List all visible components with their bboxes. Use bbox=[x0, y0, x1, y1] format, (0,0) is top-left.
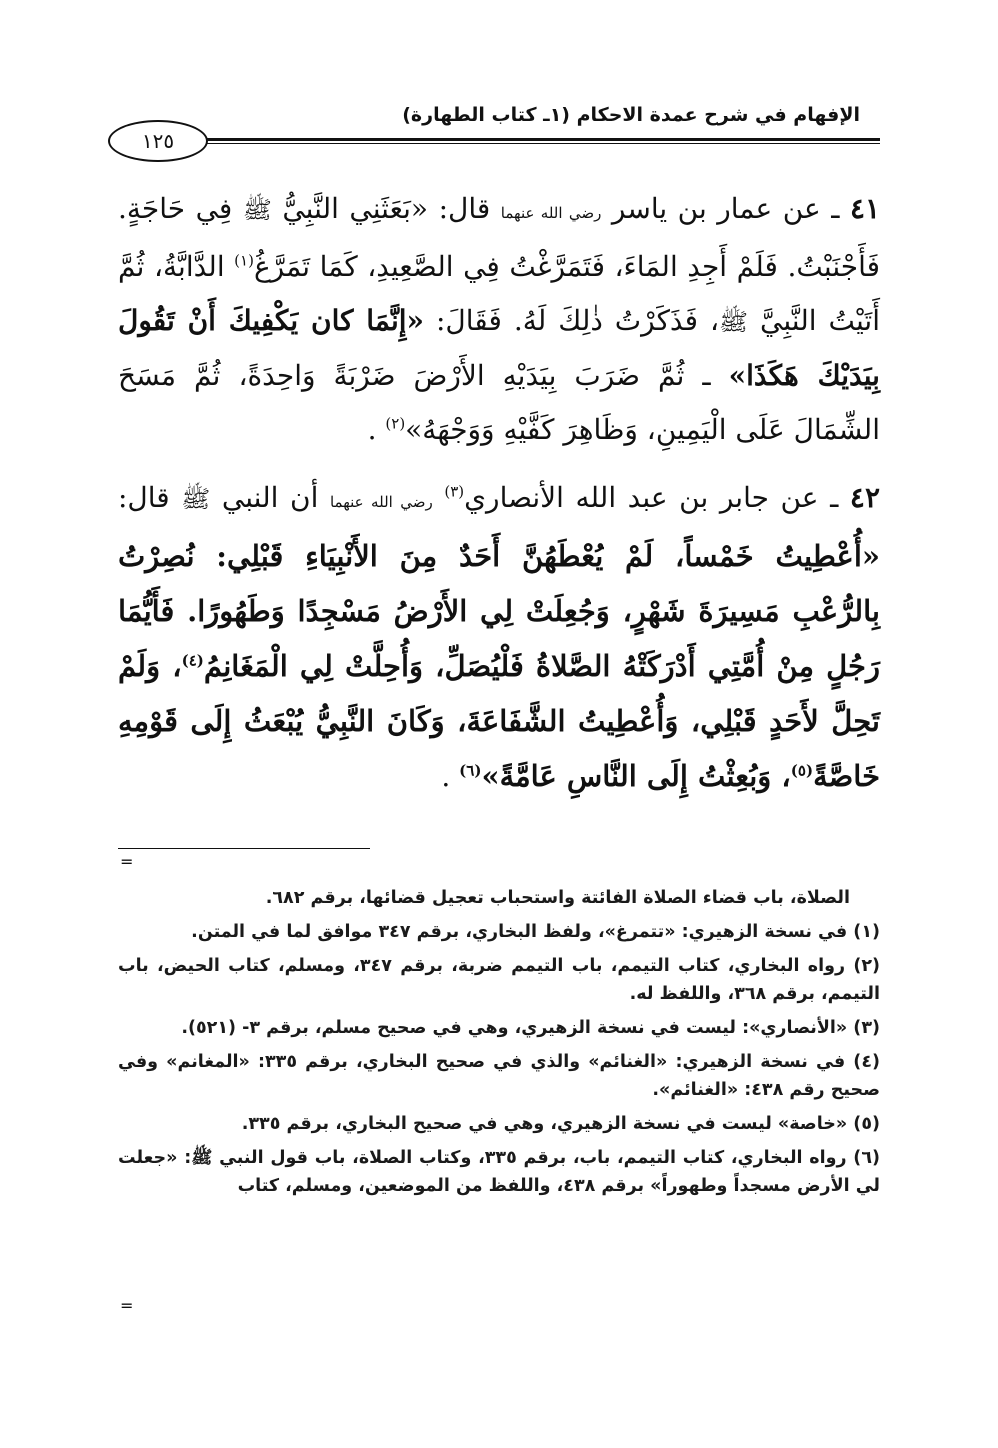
hadith-text: «أُعْطِيتُ خَمْساً، لَمْ يُعْطَهُنَّ أَحَدٌ مِنَ الأَنْبِيَاءِ قَبْلِي: نُصِرْتُ بِالرُّعْبِ مَسِيرَةَ شَهْرٍ، وَجُعِلَتْ لِي الأَرْضُ مَسْجِدًا وَطَهُورًا. فَأَيُّمَا رَجُلٍ مِنْ أُمَّتِي أَدْرَكَتْهُ الصَّلاةُ فَلْيُصَلِّ، وَأُحِلَّتْ لِي الْمَغَانِمُ bbox=[118, 539, 880, 683]
footnote-4: (٤) في نسخة الزهيري: «الغنائم» والذي في صحيح البخاري، برقم ٣٣٥: «المغانم» وفي صحيح رقم ٤٣٨: «الغنائم». bbox=[118, 1052, 880, 1100]
page-number: ١٢٥ bbox=[108, 120, 208, 162]
hadith-quote-bold: «إِنَّمَا كان يَكْفِيكَ أَنْ تَقُولَ بِيَدَيْكَ هَكَذَا» bbox=[118, 304, 880, 392]
salawat-glyph: ﷺ bbox=[242, 196, 272, 224]
footnote-rule bbox=[118, 848, 370, 849]
main-text bbox=[118, 182, 880, 804]
footnote-ref[interactable]: (١) bbox=[234, 251, 254, 270]
salawat-glyph: ﷺ bbox=[181, 485, 211, 513]
narrator: ـ عن جابر بن عبد الله الأنصاري bbox=[464, 481, 839, 514]
said: قال: bbox=[438, 192, 491, 225]
hadith-text: ـ ثُمَّ ضَرَبَ بِيَدَيْهِ الأَرْضَ ضَرْبَةً وَاحِدَةً، ثُمَّ مَسَحَ الشِّمَالَ عَلَى الْيَمِينِ، وَظَاهِرَ كَفَّيْهِ وَوَجْهَهُ» bbox=[118, 359, 880, 446]
hadith-text: ، فَذَكَرْتُ ذٰلِكَ لَهُ. فَقَالَ: bbox=[436, 304, 720, 337]
footnote-continuation: الصلاة، باب قضاء الصلاة الفائتة واستحباب تعجيل قضائها، برقم ٦٨٢. bbox=[265, 888, 850, 908]
said: قال: bbox=[118, 481, 170, 514]
hadith-text: ، وَلَمْ تَحِلَّ لأَحَدٍ قَبْلِي، وَأُعْطِيتُ الشَّفَاعَةَ، وَكَانَ النَّبِيُّ يُبْعَثُ إِلَى قَوْمِهِ خَاصَّةً bbox=[118, 649, 880, 793]
period: . bbox=[367, 413, 377, 446]
header-rule bbox=[200, 138, 880, 144]
hadith-text: «بَعَثَنِي النَّبِيُّ bbox=[282, 192, 429, 225]
footnote-ref[interactable]: (٣) bbox=[444, 482, 465, 501]
hadith-quote-bold bbox=[118, 539, 880, 793]
honorific-glyph: رضي الله عنهما bbox=[329, 493, 433, 511]
period: . bbox=[441, 760, 451, 793]
hadith-number: ٤٢ bbox=[849, 481, 880, 514]
footnotes bbox=[118, 884, 880, 1206]
footnote-1: (١) في نسخة الزهيري: «تتمرغ»، ولفظ البخاري، برقم ٣٤٧ موافق لما في المتن. bbox=[191, 922, 880, 942]
hadith-text: أن النبي bbox=[221, 481, 319, 514]
footnote-5: (٥) «خاصة» ليست في نسخة الزهيري، وهي في صحيح البخاري، برقم ٣٣٥. bbox=[241, 1114, 880, 1134]
hadith-number: ٤١ bbox=[849, 192, 881, 225]
hadith-text: فِي حَاجَةٍ. فَأَجْنَبْتُ. فَلَمْ أَجِدِ المَاءَ، فَتَمَرَّغْتُ فِي الصَّعِيدِ، كَمَا تَمَرَّغُ bbox=[118, 192, 880, 283]
honorific-glyph: رضي الله عنهما bbox=[500, 204, 602, 222]
continuation-mark-bottom: = bbox=[120, 1296, 134, 1315]
footnote-ref[interactable]: (٤) bbox=[181, 651, 204, 670]
hadith-text: الدَّابَّةُ، ثُمَّ أَتَيْتُ النَّبِيَّ bbox=[118, 250, 881, 337]
hadith-text: ، وَبُعِثْتُ إِلَى النَّاسِ عَامَّةً» bbox=[481, 759, 791, 793]
narrator: ـ عن عمار بن ياسر bbox=[611, 192, 840, 225]
footnote-ref[interactable]: (٦) bbox=[459, 761, 482, 780]
hadith-41 bbox=[118, 182, 880, 457]
footnote-3: (٣) «الأنصاري»: ليست في نسخة الزهيري، وهي في صحيح مسلم، برقم ٣- (٥٢١). bbox=[181, 1018, 880, 1038]
footnote-ref[interactable]: (٥) bbox=[790, 761, 814, 780]
salawat-glyph: ﷺ bbox=[719, 308, 749, 336]
continuation-mark: = bbox=[120, 852, 134, 871]
footnote-ref[interactable]: (٢) bbox=[385, 414, 406, 433]
footnote-6: (٦) رواه البخاري، كتاب التيمم، باب، برقم ٣٣٥، وكتاب الصلاة، باب قول النبي ﷺ: «جعلت لي الأرض مسجداً وطهوراً» برقم ٤٣٨، واللفظ من الموضعين، ومسلم، كتاب bbox=[118, 1148, 880, 1196]
hadith-42 bbox=[118, 471, 880, 804]
footnote-2: (٢) رواه البخاري، كتاب التيمم، باب التيمم ضربة، برقم ٣٤٧، ومسلم، كتاب الحيض، باب التيمم، برقم ٣٦٨، واللفظ له. bbox=[118, 956, 880, 1004]
running-header-title: الإفهام في شرح عمدة الاحكام (١ـ كتاب الطهارة) bbox=[402, 104, 860, 126]
